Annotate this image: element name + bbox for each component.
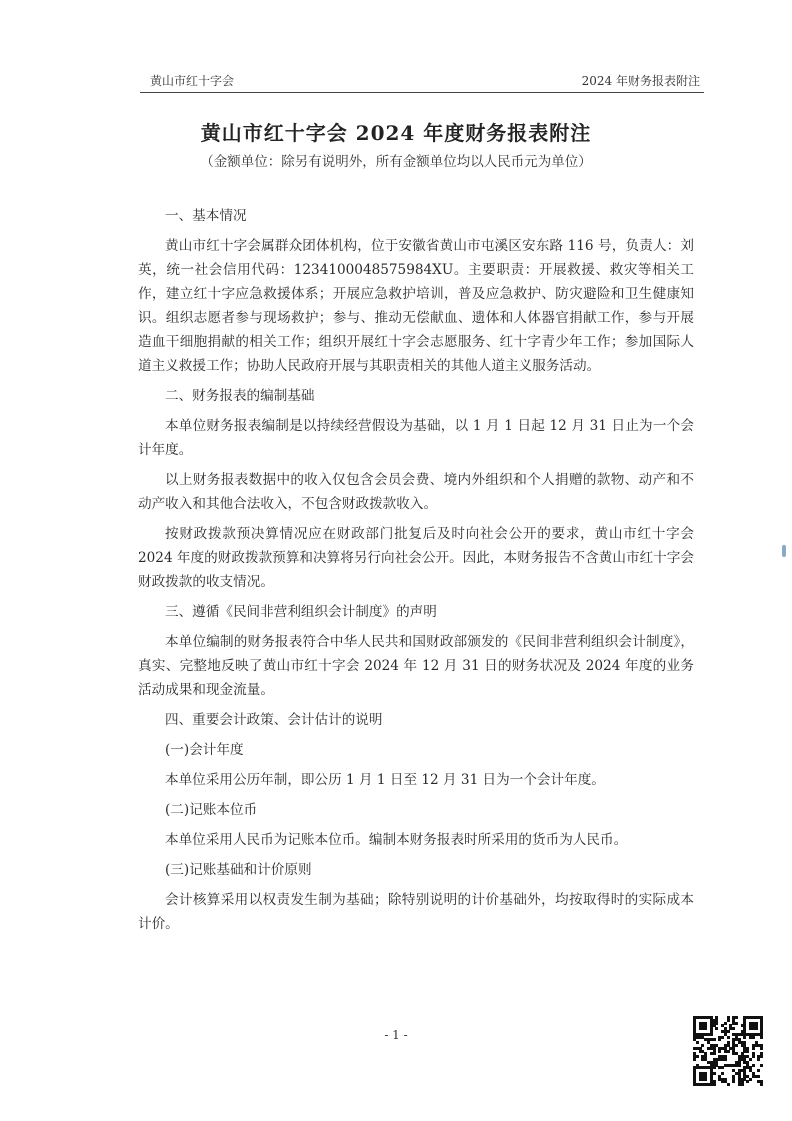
subsection-title: (三)记账基础和计价原则 [165,862,312,878]
section-basic-info [138,204,694,378]
document-subtitle: （金额单位：除另有说明外，所有金额单位均以人民币元为单位） [200,154,592,170]
subsection-title: (一)会计年度 [165,742,244,758]
scan-mark [782,545,786,557]
document-title: 黄山市红十字会 2024 年度财务报表附注 [200,121,592,145]
paragraph: 以上财务报表数据中的收入仅包含会员会费、境内外组织和个人捐赠的款物、动产和不动产收入和其他合法收入，不包含财政拨款收入。 [138,472,694,512]
section-preparation-basis [138,384,694,594]
header-doc-name: 2024 年财务报表附注 [581,74,700,88]
section-heading: 四、重要会计政策、会计估计的说明 [165,712,383,728]
header-org-name: 黄山市红十字会 [150,74,235,88]
subsection-title: (二)记账本位币 [165,802,258,818]
section-accounting-policies [138,708,694,936]
paragraph: 本单位采用人民币为记账本位币。编制本财务报表时所采用的货币为人民币。 [165,832,628,848]
paragraph: 会计核算采用以权责发生制为基础；除特别说明的计价基础外，均按取得时的实际成本计价。 [138,892,694,932]
section-compliance-statement [138,600,694,702]
section-heading: 一、基本情况 [165,208,247,224]
section-heading: 二、财务报表的编制基础 [165,388,315,404]
paragraph: 本单位财务报表编制是以持续经营假设为基础，以 1 月 1 日起 12 月 31 日止为一个会计年度。 [138,418,694,458]
paragraph: 本单位编制的财务报表符合中华人民共和国财政部颁发的《民间非营利组织会计制度》，真实、完整地反映了黄山市红十字会 2024 年 12 月 31 日的财务状况及 2024 年度的业务活动成果和现金流量。 [138,634,694,698]
paragraph: 本单位采用公历年制，即公历 1 月 1 日至 12 月 31 日为一个会计年度。 [165,772,605,788]
paragraph: 按财政拨款预决算情况应在财政部门批复后及时向社会公开的要求，黄山市红十字会 2024 年度的财政拨款预算和决算将另行向社会公开。因此，本财务报告不含黄山市红十字会财政拨款的收支情况。 [138,526,694,590]
section-heading: 三、遵循《民间非营利组织会计制度》的声明 [165,604,437,620]
qr-code-icon [693,1016,763,1086]
page-number: - 1 - [384,1028,408,1042]
document-body [138,204,694,942]
header-divider [140,92,704,93]
paragraph: 黄山市红十字会属群众团体机构，位于安徽省黄山市屯溪区安东路 116 号，负责人：刘英，统一社会信用代码：1234100048575984XU。主要职责：开展救援、救灾等相关工作，建立红十字应急救援体系；开展应急救护培训，普及应急救护、防灾避险和卫生健康知识。组织志愿者参与现场救护；参与、推动无偿献血、遗体和人体器官捐献工作，参与开展造血干细胞捐献的相关工作；组织开展红十字会志愿服务、红十字青少年工作；参加国际人道主义救援工作；协助人民政府开展与其职责相关的其他人道主义服务活动。 [138,238,694,374]
